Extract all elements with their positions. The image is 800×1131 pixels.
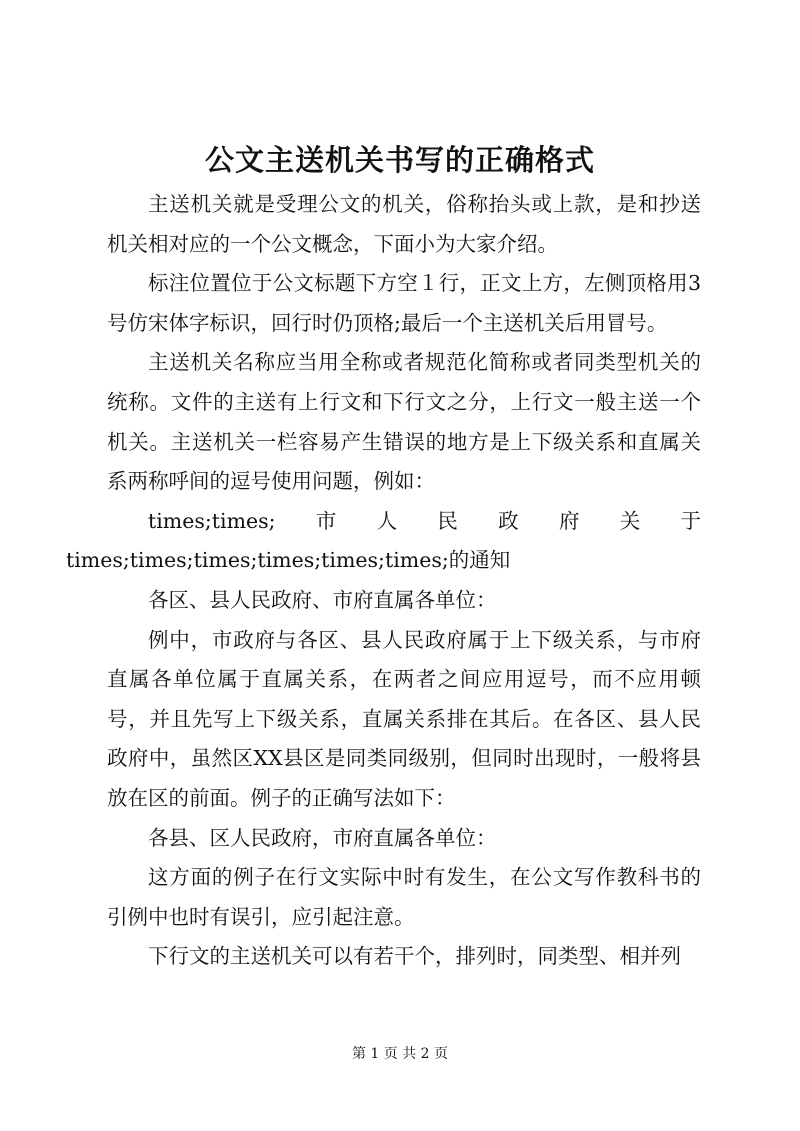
paragraph-example-notice	[66, 502, 701, 581]
paragraph-intro: 主送机关就是受理公文的机关，俗称抬头或上款，是和抄送机关相对应的一个公文概念，下面小为大家介绍。	[107, 192, 701, 256]
example-notice-line-1: times;times; 市 人 民 政 府 关 于	[148, 508, 701, 533]
paragraph-naming: 主送机关名称应当用全称或者规范化简称或者同类型机关的统称。文件的主送有上行文和下行文之分，上行文一般主送一个机关。主送机关一栏容易产生错误的地方是上下级关系和直属关系两称呼间的逗号使用问题，例如：	[107, 350, 701, 494]
document-body	[66, 185, 701, 977]
paragraph-explanation: 例中，市政府与各区、县人民政府属于上下级关系，与市府直属各单位属于直属关系，在两者之间应用逗号，而不应用顿号，并且先写上下级关系，直属关系排在其后。在各区、县人民政府中，虽然区XX县区是同类同级别，但同时出现时，一般将县放在区的前面。例子的正确写法如下：	[107, 627, 701, 810]
page-footer: 第 1 页 共 2 页	[351, 1046, 449, 1062]
paragraph-caution: 这方面的例子在行文实际中时有发生，在公文写作教科书的引例中也时有误引，应引起注意。	[107, 865, 701, 929]
paragraph-correct-example: 各县、区人民政府，市府直属各单位：	[148, 825, 497, 850]
document-title: 公文主送机关书写的正确格式	[204, 143, 595, 177]
paragraph-wrong-example: 各区、县人民政府、市府直属各单位：	[148, 587, 497, 612]
paragraph-downward: 下行文的主送机关可以有若干个，排列时，同类型、相并列	[148, 944, 681, 969]
example-notice-line-2: times;times;times;times;times;times;的通知	[66, 548, 511, 573]
paragraph-position: 标注位置位于公文标题下方空１行，正文上方，左侧顶格用3号仿宋体字标识，回行时仍顶格;最后一个主送机关后用冒号。	[107, 271, 701, 335]
